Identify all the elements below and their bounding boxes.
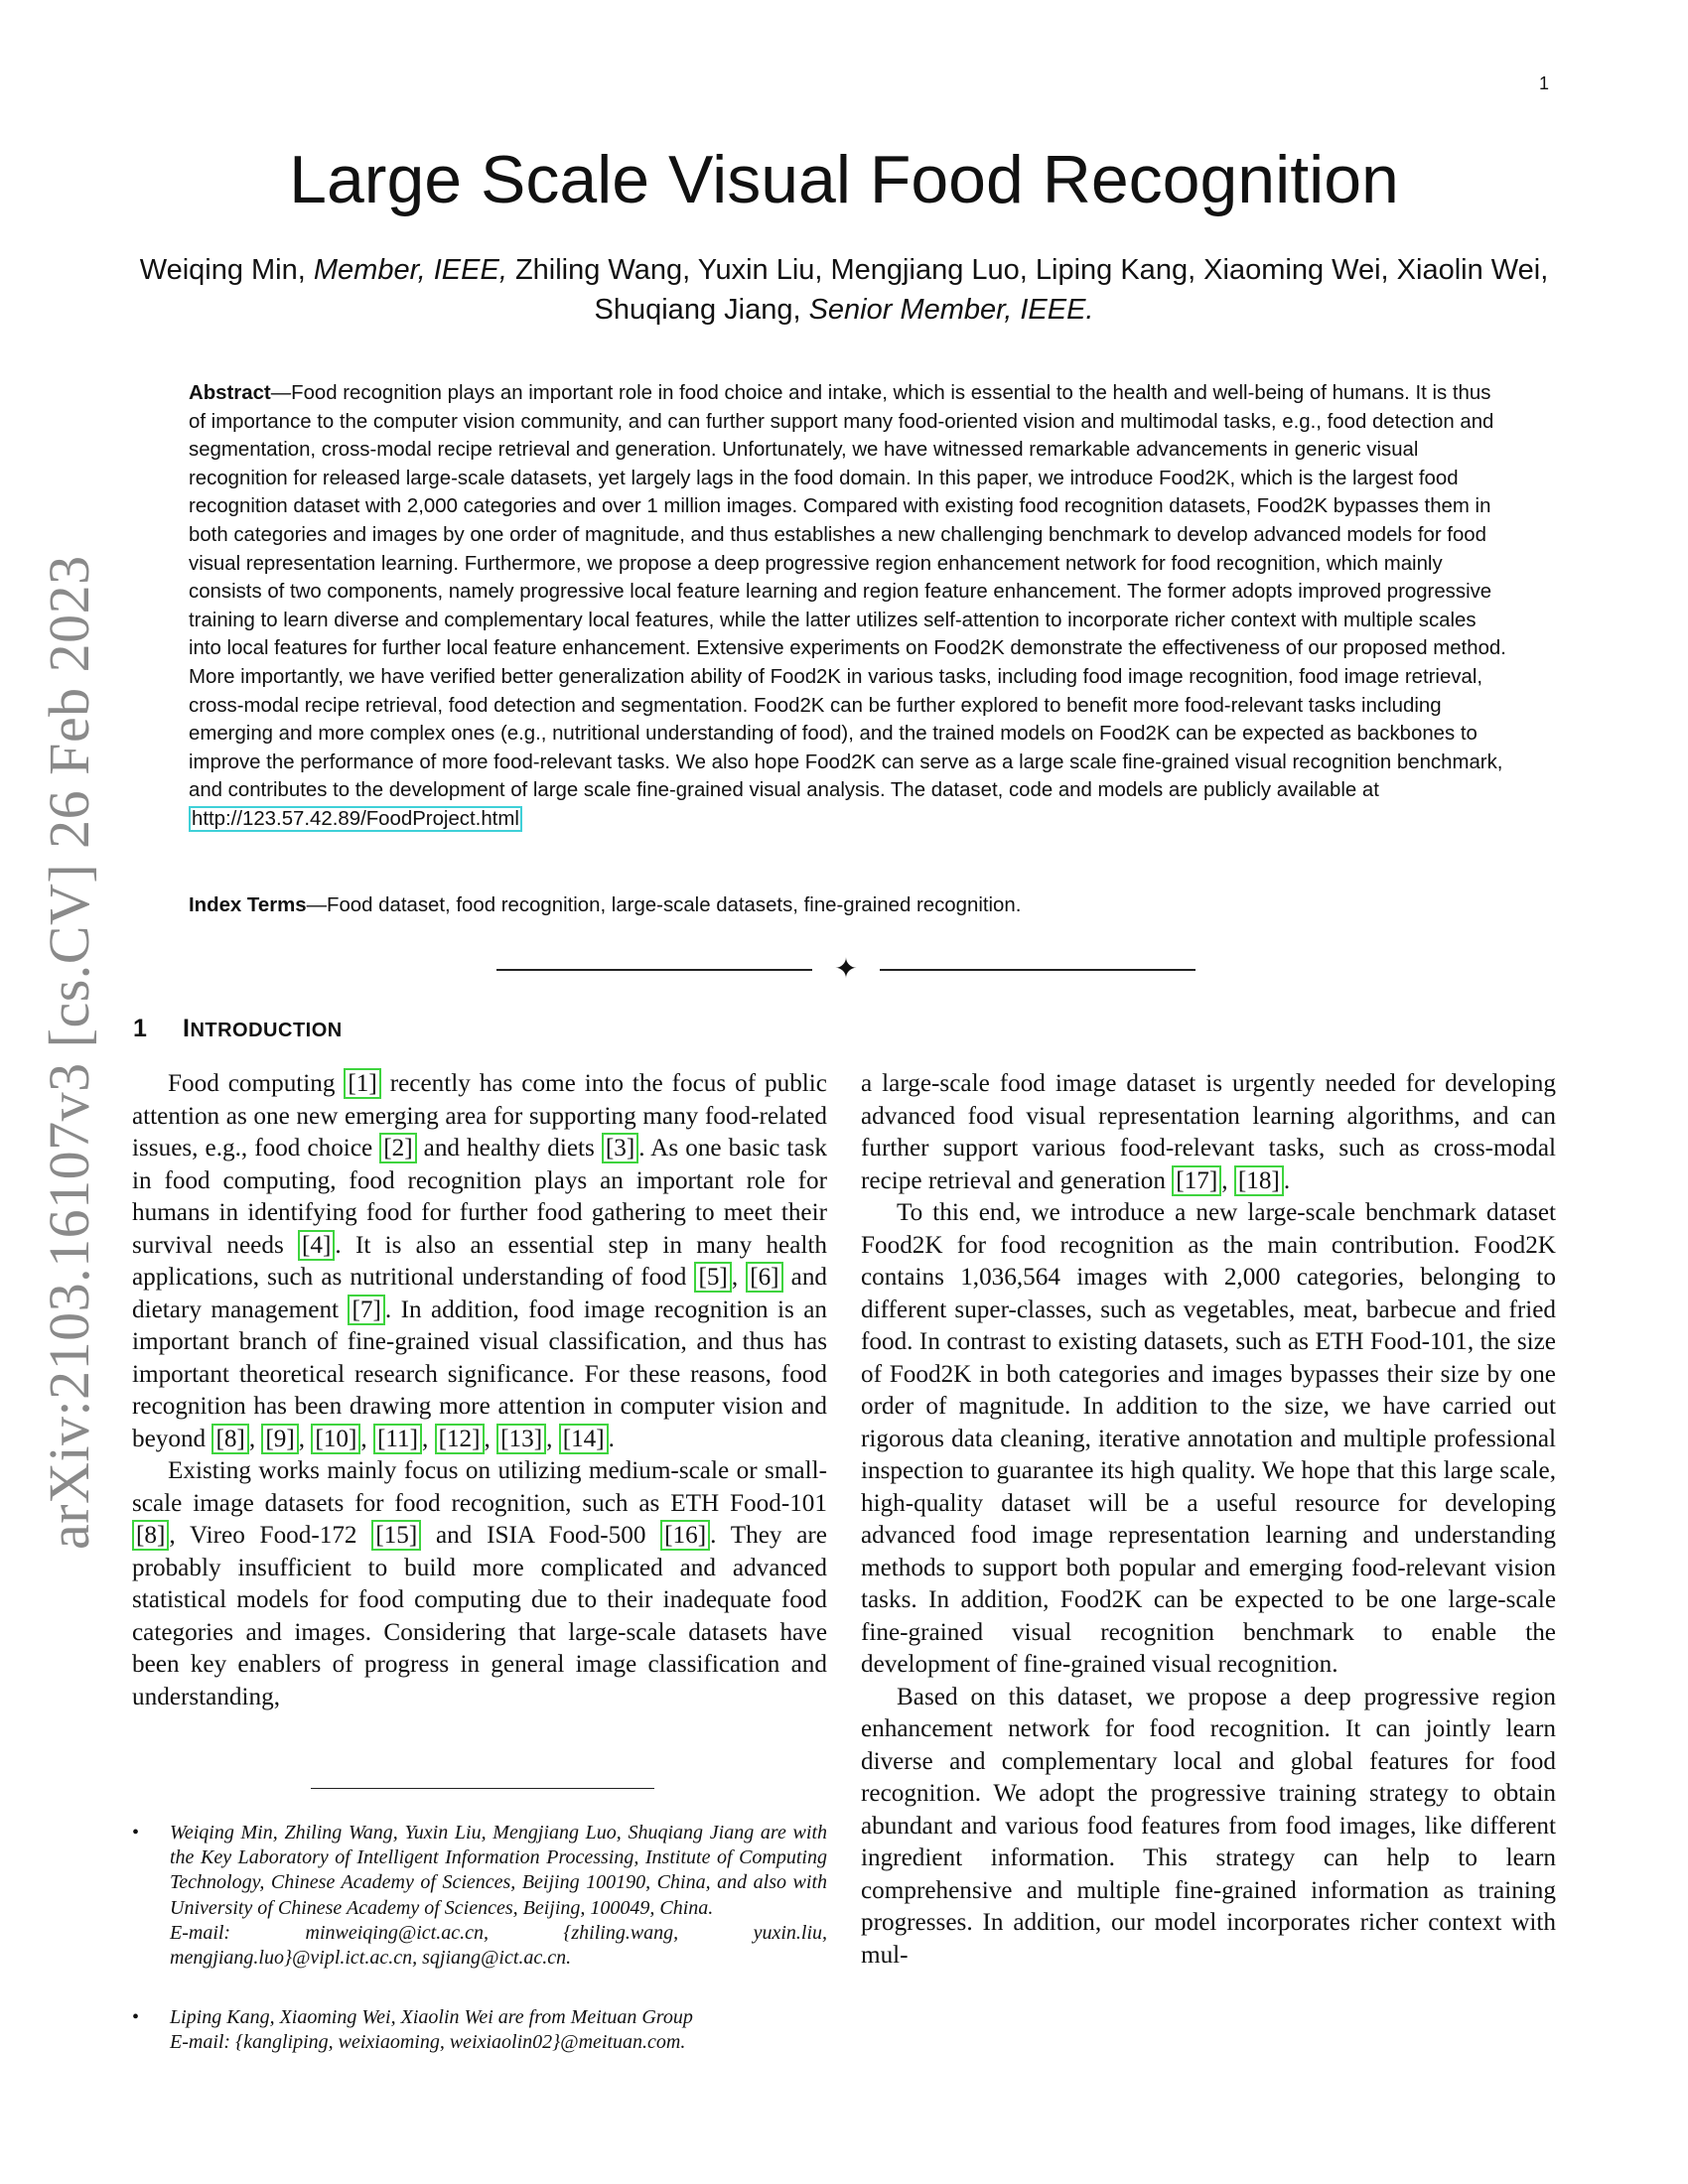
paragraph-text: and ISIA Food-500 (421, 1522, 661, 1549)
divider-rule-left (496, 969, 812, 971)
left-column (132, 1068, 827, 1713)
footnote-text: Liping Kang, Xiaoming Wei, Xiaolin Wei are from Meituan Group (170, 2006, 693, 2028)
paragraph-text: . (608, 1425, 615, 1452)
citation-link[interactable]: [8] (132, 1520, 169, 1551)
citation-link[interactable]: [18] (1234, 1165, 1284, 1196)
citation-link[interactable]: [2] (379, 1133, 416, 1163)
paragraph-text: recently has come into the focus of public attention as one new emerging area for supporting many food-related issues, e.g., food choice (132, 1070, 827, 1161)
citation-link[interactable]: [12] (435, 1424, 485, 1454)
paragraph-text: , (248, 1425, 262, 1452)
paragraph-text: , (1221, 1166, 1234, 1194)
abstract (189, 379, 1509, 834)
paragraph-text: , (731, 1264, 747, 1291)
citation-link[interactable]: [11] (373, 1424, 422, 1454)
index-terms (189, 891, 1509, 919)
paragraph-text: . As one basic task in food computing, food recognition plays an important role for humans in identifying food for further food gathering to meet their survival needs (132, 1135, 828, 1259)
footnote-bullet: • (132, 1822, 140, 1843)
paragraph-text: , (546, 1425, 559, 1452)
right-column (861, 1068, 1556, 1972)
citation-link[interactable]: [5] (694, 1262, 731, 1293)
author-names: Zhiling Wang, Yuxin Liu, Mengjiang Luo, Liping Kang, Xiaoming Wei, Xiaolin Wei, Shuqiang Jiang, (506, 254, 1549, 326)
paragraph-text: and dietary management (132, 1264, 828, 1323)
author-role: Member, IEEE, (313, 254, 507, 286)
citation-link[interactable]: [1] (344, 1068, 380, 1099)
section-divider (0, 951, 1688, 991)
paragraph-text: , (298, 1425, 312, 1452)
footnote-affiliation-2 (132, 2005, 827, 2055)
footnote-rule (311, 1788, 654, 1789)
citation-link[interactable]: [17] (1172, 1165, 1221, 1196)
paragraph (132, 1068, 827, 1455)
footnote-text: Weiqing Min, Zhiling Wang, Yuxin Liu, Mengjiang Luo, Shuqiang Jiang are with the Key Laboratory of Intelligent Information Processing, Institute of Computing Technology, Chinese Academy of Sciences, Beijing 100190, China, and also with University of Chinese Academy of Sciences, Beijing, 100049, China. (170, 1822, 827, 1919)
divider-rule-right (880, 969, 1196, 971)
paragraph-text: . In addition, food image recognition is an important branch of fine-grained visual classification, and thus has important theoretical research significance. For these reasons, food recognition has been drawing more attention in computer vision and beyond (132, 1296, 827, 1452)
paragraph: Based on this dataset, we propose a deep progressive region enhancement network for food recognition. It can jointly learn diverse and complementary local and global features for food recognition. We adopt the progressive training strategy to obtain abundant and various food features from food images, like different ingredient information. This strategy can help to learn comprehensive and multiple fine-grained information as training progresses. In addition, our model incorporates richer context with mul- (861, 1683, 1556, 1969)
section-title-initial: I (183, 1015, 191, 1042)
footnote-affiliation-1 (132, 1821, 827, 1971)
citation-link[interactable]: [6] (746, 1262, 782, 1293)
paragraph-text: Existing works mainly focus on utilizing medium-scale or small-scale image datasets for food recognition, such as ETH Food-101 (132, 1457, 827, 1517)
citation-link[interactable]: [13] (496, 1424, 546, 1454)
paragraph-text: Food computing (168, 1070, 345, 1097)
arxiv-identifier-stamp[interactable]: arXiv:2103.16107v3 [cs.CV] 26 Feb 2023 (37, 555, 101, 1550)
paragraph-text: . It is also an essential step in many health applications, such as nutritional understanding of food (132, 1231, 827, 1291)
citation-link[interactable]: [10] (311, 1424, 360, 1454)
author-role: Senior Member, IEEE. (808, 294, 1094, 326)
footnote-bullet: • (132, 2006, 140, 2028)
citation-link[interactable]: [14] (559, 1424, 609, 1454)
divider-star-icon: ✦ (834, 954, 858, 985)
paragraph-text: a large-scale food image dataset is urgently needed for developing advanced food visual representation learning algorithms, and can further support various food-relevant tasks, such as cross-modal recipe retrieval and generation (861, 1070, 1556, 1194)
section-title-rest: NTRODUCTION (190, 1020, 343, 1041)
abstract-label: Abstract (189, 382, 271, 404)
paragraph: To this end, we introduce a new large-scale benchmark dataset Food2K for food recognition as the main contribution. Food2K contains 1,036,564 images with 2,000 categories, belonging to different super-classes, such as vegetables, meat, barbecue and fried food. In contrast to existing datasets, such as ETH Food-101, the size of Food2K in both categories and images bypasses their size by one order of magnitude. In addition to the size, we have carried out rigorous data cleaning, iterative annotation and multiple professional inspection to guarantee its high quality. We hope that this large scale, high-quality dataset will be a useful resource for developing advanced food image representation learning and understanding methods to support both popular and emerging food-relevant vision tasks. In addition, Food2K can be expected to be one large-scale fine-grained visual recognition benchmark to enable the development of fine-grained visual recognition. (861, 1199, 1556, 1678)
abstract-text: —Food recognition plays an important role in food choice and intake, which is essential to the health and well-being of humans. It is thus of importance to the computer vision community, and can further support many food-oriented vision and multimodal tasks, e.g., food detection and segmentation, cross-modal recipe retrieval and generation. Unfortunately, we have witnessed remarkable advancements in generic visual recognition for released large-scale datasets, yet largely lags in the food domain. In this paper, we introduce Food2K, which is the largest food recognition dataset with 2,000 categories and over 1 million images. Compared with existing food recognition datasets, Food2K bypasses them in both categories and images by one order of magnitude, and thus establishes a new challenging benchmark to develop advanced models for food visual representation learning. Furthermore, we propose a deep progressive region enhancement network for food recognition, which mainly consists of two components, namely progressive local feature learning and region feature enhancement. The former adopts improved progressive training to learn diverse and complementary local features, while the latter utilizes self-attention to incorporate richer context with multiple scales into local features for further local feature enhancement. Extensive experiments on Food2K demonstrate the effectiveness of our proposed method. More importantly, we have verified better generalization ability of Food2K in various tasks, including food image recognition, food image retrieval, cross-modal recipe retrieval, food detection and segmentation. Food2K can be further explored to benefit more food-relevant tasks including emerging and more complex ones (e.g., nutritional understanding of food), and the trained models on Food2K can be expected as backbones to improve the performance of more food-relevant tasks. We also hope Food2K can serve as a large scale fine-grained visual recognition benchmark, and contributes to the development of large scale fine-grained visual analysis. The dataset, code and models are publicly available at (189, 382, 1506, 802)
citation-link[interactable]: [16] (660, 1520, 710, 1551)
paragraph-text: . (1283, 1166, 1291, 1194)
paragraph-text: and healthy diets (416, 1135, 602, 1161)
citation-link[interactable]: [3] (602, 1133, 638, 1163)
paragraph-text: , Vireo Food-172 (169, 1522, 372, 1549)
citation-link[interactable]: [4] (298, 1230, 335, 1261)
citation-link[interactable]: [15] (371, 1520, 421, 1551)
citation-link[interactable]: [7] (348, 1295, 384, 1325)
footnote-email: E-mail: minweiqing@ict.ac.cn, {zhiling.wang, yuxin.liu, mengjiang.luo}@vipl.ict.ac.cn, sqjiang@ict.ac.cn. (170, 1921, 827, 1970)
author-list (129, 250, 1559, 330)
paragraph-text: , (421, 1425, 435, 1452)
paper-title: Large Scale Visual Food Recognition (289, 142, 1399, 217)
paragraph (861, 1068, 1556, 1197)
citation-link[interactable]: [9] (261, 1424, 298, 1454)
index-terms-label: Index Terms (189, 894, 307, 916)
author-name: Weiqing Min, (139, 254, 314, 286)
page-number: 1 (1538, 73, 1549, 93)
paragraph-text: , (360, 1425, 373, 1452)
section-heading (133, 1015, 343, 1043)
paragraph (132, 1455, 827, 1713)
index-terms-text: —Food dataset, food recognition, large-scale datasets, fine-grained recognition. (306, 894, 1022, 916)
dataset-link[interactable]: http://123.57.42.89/FoodProject.html (189, 806, 522, 832)
footnote-email: E-mail: {kangliping, weixiaoming, weixiaolin02}@meituan.com. (170, 2031, 686, 2054)
citation-link[interactable]: [8] (211, 1424, 248, 1454)
section-number: 1 (133, 1015, 148, 1042)
paragraph-text: , (484, 1425, 497, 1452)
paragraph-text: . They are probably insufficient to build more complicated and advanced statistical models for food computing due to their inadequate food categories and images. Considering that large-scale datasets have been key enablers of progress in general image classification and understanding, (132, 1522, 827, 1710)
